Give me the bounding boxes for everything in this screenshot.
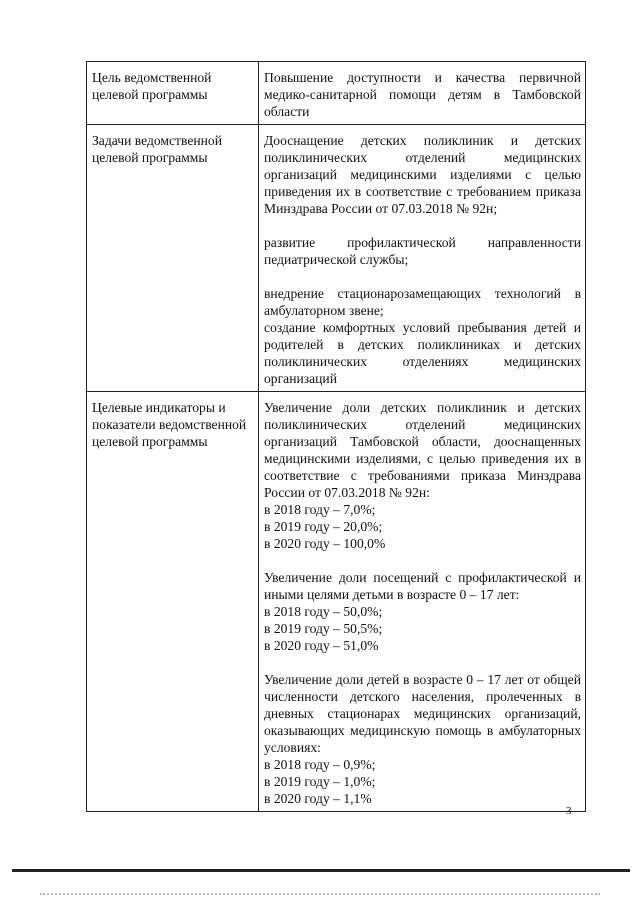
task-paragraph: развитие профилактической направленности педиатрической службы; bbox=[264, 235, 581, 267]
goal-text: Повышение доступности и качества первичной медико-санитарной помощи детям в Тамбовской области bbox=[264, 70, 581, 119]
indicator-block bbox=[264, 671, 581, 807]
indicator-value: в 2019 году – 20,0%; bbox=[264, 519, 383, 534]
indicator-value: в 2018 году – 50,0%; bbox=[264, 604, 383, 619]
row-label-tasks: Задачи ведомственной целевой программы bbox=[87, 125, 259, 392]
program-passport-table bbox=[86, 61, 586, 812]
indicator-value: в 2018 году – 7,0%; bbox=[264, 502, 376, 517]
indicator-block bbox=[264, 399, 581, 552]
task-paragraph: создание комфортных условий пребывания детей и родителей в детских поликлиниках и детских поликлинических отделениях медицинских организаций bbox=[264, 320, 581, 386]
row-content-goal bbox=[259, 62, 586, 125]
footer-rule bbox=[12, 869, 630, 872]
task-paragraph: Дооснащение детских поликлиник и детских поликлинических отделений медицинских организаций медицинскими изделиями с целью приведения их в соответствие с требованием приказа Минздрава России от 07.03.2018 № 92н; bbox=[264, 133, 581, 216]
row-content-indicators bbox=[259, 392, 586, 812]
indicator-text: Увеличение доли детских поликлиник и детских поликлинических отделений медицинских организаций Тамбовской области, дооснащенных медицинскими изделиями, с целью приведения их в соответствие с требованиями приказа Минздрава России от 07.03.2018 № 92н: bbox=[264, 400, 581, 500]
row-content-tasks bbox=[259, 125, 586, 392]
indicator-value: в 2020 году – 51,0% bbox=[264, 638, 379, 653]
indicator-block bbox=[264, 569, 581, 654]
table-row bbox=[87, 392, 586, 812]
indicator-text: Увеличение доли посещений с профилактической и иными целями детьми в возрасте 0 – 17 лет: bbox=[264, 570, 581, 602]
task-paragraph: внедрение стационарозамещающих технологий в амбулаторном звене; bbox=[264, 286, 581, 318]
indicator-text: Увеличение доли детей в возрасте 0 – 17 лет от общей численности детского населения, пролеченных в дневных стационарах медицинских организаций, оказывающих медицинскую помощь в амбулаторных условиях: bbox=[264, 672, 581, 755]
page-number: 3 bbox=[566, 805, 572, 817]
row-label-indicators: Целевые индикаторы и показатели ведомственной целевой программы bbox=[87, 392, 259, 812]
row-label-goal: Цель ведомственной целевой программы bbox=[87, 62, 259, 125]
indicator-value: в 2020 году – 100,0% bbox=[264, 536, 386, 551]
table-row bbox=[87, 125, 586, 392]
indicator-value: в 2018 году – 0,9%; bbox=[264, 757, 376, 772]
scan-artifact-line bbox=[40, 893, 600, 897]
indicator-value: в 2019 году – 50,5%; bbox=[264, 621, 383, 636]
table-row bbox=[87, 62, 586, 125]
indicator-value: в 2020 году – 1,1% bbox=[264, 791, 372, 806]
indicator-value: в 2019 году – 1,0%; bbox=[264, 774, 376, 789]
